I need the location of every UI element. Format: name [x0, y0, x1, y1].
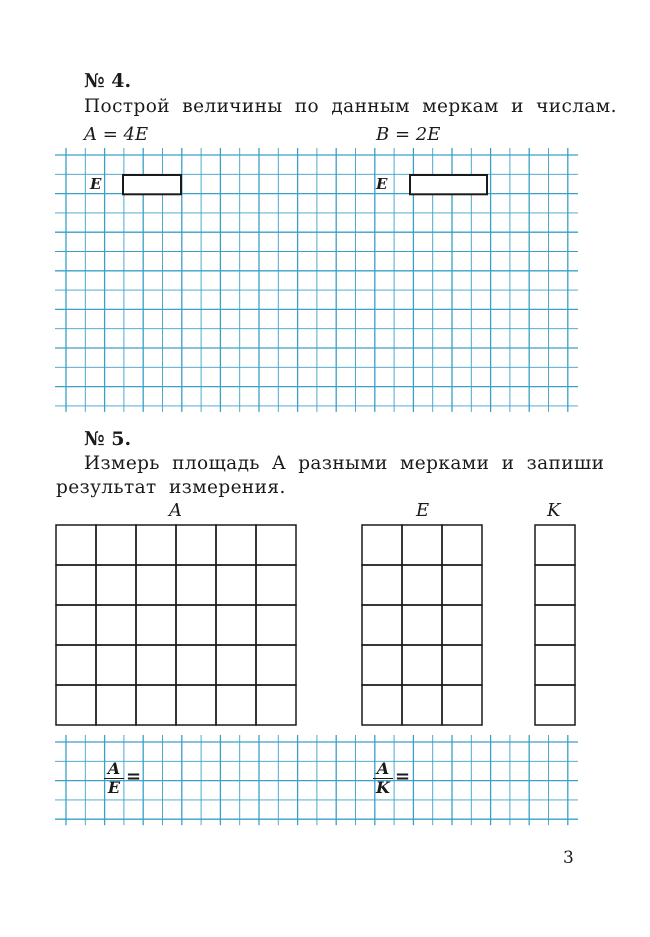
page-number: 3: [563, 848, 574, 868]
figure-a-cell: [136, 525, 176, 565]
figure-e-cell: [362, 605, 402, 645]
figure-a-cell: [136, 685, 176, 725]
figure-a-cell: [216, 525, 256, 565]
figure-e-cell: [362, 685, 402, 725]
figure-a-cell: [176, 645, 216, 685]
figure-a-cell: [56, 645, 96, 685]
measure-e-label-1: E: [90, 175, 102, 193]
figure-a-label: A: [169, 500, 182, 521]
figure-e-cell: [442, 645, 482, 685]
figure-a-cell: [256, 685, 296, 725]
figure-a-cell: [176, 685, 216, 725]
figure-a-cell: [216, 565, 256, 605]
figure-a-cell: [216, 645, 256, 685]
figure-e-cell: [442, 605, 482, 645]
figure-a-cell: [96, 525, 136, 565]
numerator: A: [376, 759, 390, 778]
figure-e-cell: [402, 565, 442, 605]
figure-e-cell: [362, 565, 402, 605]
figure-e-cell: [362, 645, 402, 685]
figure-k-cell: [535, 565, 575, 605]
figure-a-cell: [96, 565, 136, 605]
figure-a-cell: [256, 645, 296, 685]
figure-e-cell: [442, 685, 482, 725]
figure-a-cell: [176, 525, 216, 565]
figure-k-cell: [535, 645, 575, 685]
figure-a-cell: [56, 605, 96, 645]
figure-e-cell: [402, 525, 442, 565]
figure-a-cell: [136, 565, 176, 605]
figure-e-cell: [442, 565, 482, 605]
measure-e-box-2: [410, 175, 487, 194]
figure-a-cell: [176, 605, 216, 645]
figure-a-cell: [256, 565, 296, 605]
fraction-a-over-k: [373, 760, 393, 797]
formula-a: A = 4E: [84, 124, 149, 145]
task4-number: № 4.: [84, 70, 132, 92]
denominator: E: [104, 778, 124, 797]
figure-e-cell: [442, 525, 482, 565]
formula-b: B = 2E: [376, 124, 441, 145]
figure-a-cell: [136, 645, 176, 685]
figure-a-cell: [96, 605, 136, 645]
measure-e-box-1: [123, 175, 181, 194]
figure-e-cell: [362, 525, 402, 565]
figure-e-cell: [402, 685, 442, 725]
figure-a-cell: [56, 525, 96, 565]
figure-a-cell: [216, 685, 256, 725]
equals-sign-1: =: [126, 766, 142, 787]
denominator: K: [373, 778, 393, 797]
figure-a-cell: [56, 685, 96, 725]
figure-a-cell: [136, 605, 176, 645]
task5-number: № 5.: [84, 428, 132, 450]
fraction-a-over-e: [104, 760, 124, 797]
figure-k-label: K: [547, 500, 561, 521]
figure-k-cell: [535, 605, 575, 645]
numerator: A: [107, 759, 121, 778]
figure-a-cell: [96, 685, 136, 725]
task5-instruction-line1: Измерь площадь A разными мерками и запиши: [84, 453, 605, 474]
figure-a-cell: [256, 525, 296, 565]
figure-a-cell: [96, 645, 136, 685]
figure-a-cell: [176, 565, 216, 605]
figure-e-cell: [402, 645, 442, 685]
equals-sign-2: =: [395, 766, 411, 787]
figure-a-cell: [256, 605, 296, 645]
figure-k-cell: [535, 525, 575, 565]
figure-a-cell: [216, 605, 256, 645]
figure-e-cell: [402, 605, 442, 645]
task4-instruction: Построй величины по данным меркам и числам.: [84, 96, 617, 117]
figure-e-label: E: [416, 500, 430, 521]
figure-a-cell: [56, 565, 96, 605]
measure-e-label-2: E: [376, 175, 388, 193]
figure-k-cell: [535, 685, 575, 725]
task5-instruction-line2: результат измерения.: [56, 477, 286, 498]
